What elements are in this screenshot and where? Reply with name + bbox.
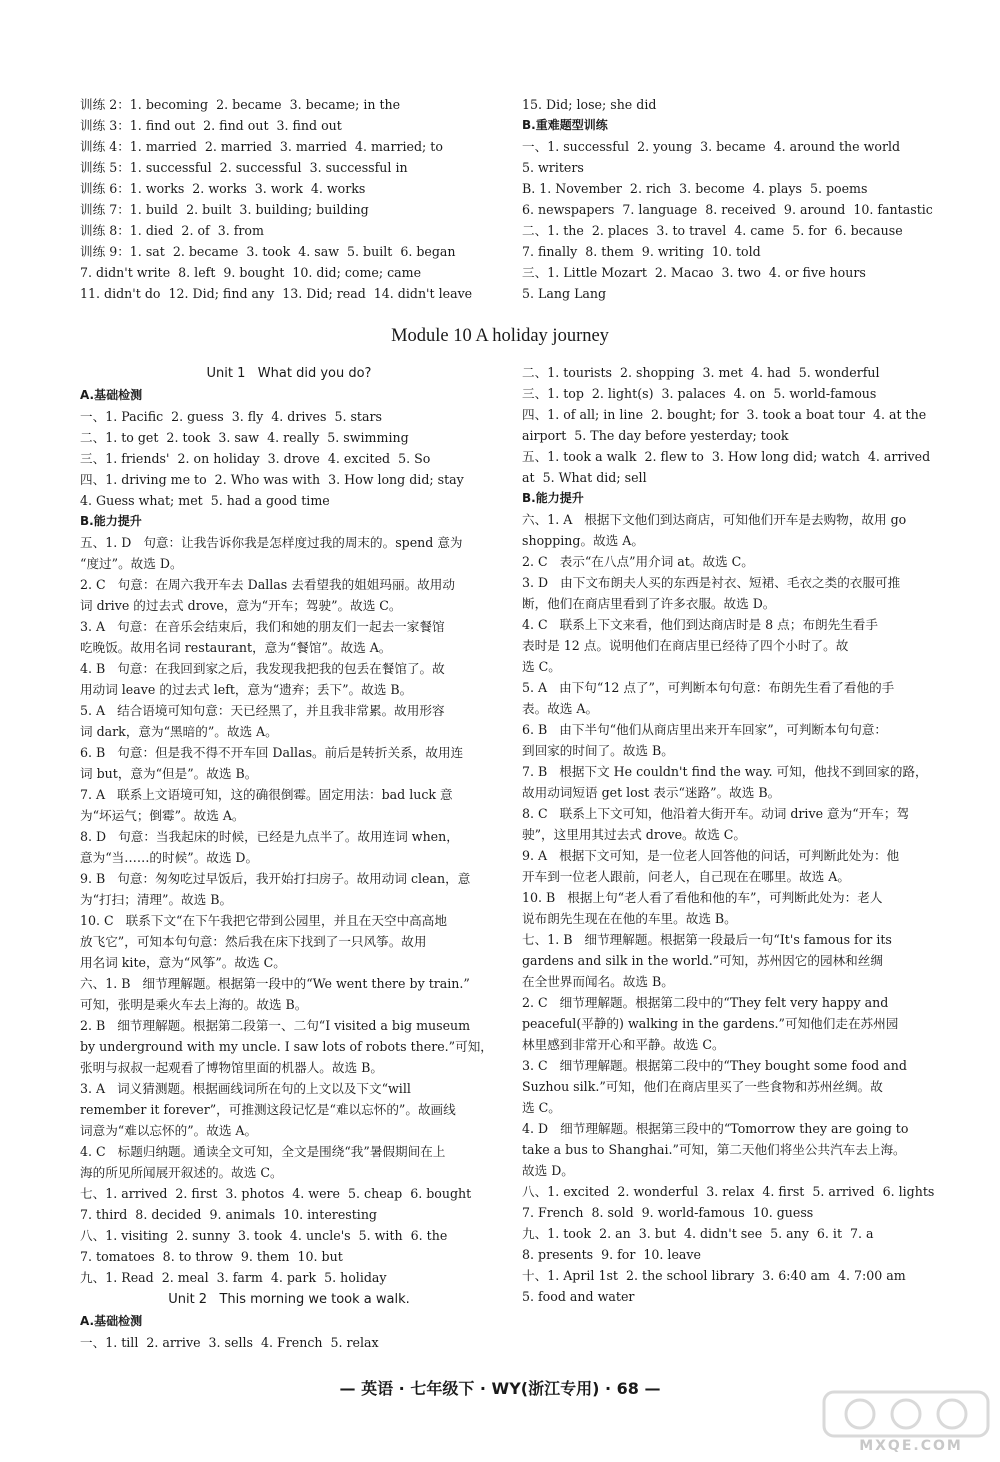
answer-line: take a bus to Shanghai.”可知，第二天他们将坐公共汽车去上海。 [522, 1142, 906, 1157]
answer-line: 3. C 细节理解题。根据第二段中的“They bought some food and [522, 1058, 907, 1073]
answer-line: 在全世界而闻名。故选 B。 [522, 974, 674, 989]
answer-line: 训练 8：1. died 2. of 3. from [80, 223, 264, 238]
answer-line: 词 dark，意为“黑暗的”。故选 A。 [80, 724, 278, 739]
answer-line: 三、1. top 2. light(s) 3. palaces 4. on 5. world-famous [522, 386, 877, 401]
page-footer: — 英语 · 七年级下 · WY(浙江专用) · 68 — [339, 1379, 661, 1398]
answer-line: 2. C 细节理解题。根据第二段中的“They felt very happy and [522, 995, 889, 1010]
answer-line: 3. A 词义猜测题。根据画线词所在句的上文以及下文“will [80, 1081, 411, 1096]
answer-line: 六、1. B 细节理解题。根据第一段中的“We went there by train.” [80, 976, 470, 991]
answer-line: 吃晚饭。故用名词 restaurant，意为“餐馆”。故选 A。 [80, 640, 392, 655]
answer-line: 九、1. Read 2. meal 3. farm 4. park 5. holiday [80, 1270, 387, 1285]
answer-line: 为“坏运气；倒霉”。故选 A。 [80, 808, 245, 823]
answer-line: 三、1. friends' 2. on holiday 3. drove 4. excited 5. So [80, 451, 431, 466]
answer-line: by underground with my uncle. I saw lots of robots there.”可知， [80, 1039, 493, 1054]
answer-line: 5. food and water [522, 1289, 635, 1304]
answer-line: 选 C。 [522, 659, 561, 674]
answer-line: 故用动词短语 get lost 表示“迷路”。故选 B。 [522, 785, 781, 800]
answer-line: 七、1. arrived 2. first 3. photos 4. were 5. cheap 6. bought [80, 1186, 472, 1201]
answer-line: 二、1. tourists 2. shopping 3. met 4. had 5. wonderful [522, 365, 880, 380]
answer-line: 林里感到非常开心和平静。故选 C。 [522, 1037, 725, 1052]
unit1-section-b [80, 532, 498, 1288]
answer-line: 二、1. to get 2. took 3. saw 4. really 5. swimming [80, 430, 409, 445]
answer-line: 五、1. D 句意：让我告诉你我是怎样度过我的周末的。spend 意为 [80, 535, 463, 550]
answer-line: peaceful(平静的) walking in the gardens.”可知他们走在苏州园 [522, 1016, 899, 1031]
answer-line: Suzhou silk.”可知，他们在商店里买了一些食物和苏州丝绸。故 [522, 1079, 883, 1094]
answer-line: 5. writers [522, 160, 584, 175]
answer-line: 训练 6：1. works 2. works 3. work 4. works [80, 181, 366, 196]
answer-line: 五、1. took a walk 2. flew to 3. How long did; watch 4. arrived [522, 449, 931, 464]
answer-line: 八、1. excited 2. wonderful 3. relax 4. first 5. arrived 6. lights [522, 1184, 935, 1199]
answer-line: 一、1. Pacific 2. guess 3. fly 4. drives 5. stars [80, 409, 382, 424]
answer-line: 一、1. successful 2. young 3. became 4. around the world [522, 139, 901, 154]
answer-line: 7. tomatoes 8. to throw 9. them 10. but [80, 1249, 343, 1264]
answer-line: 2. B 细节理解题。根据第二段第一、二句“I visited a big museum [80, 1018, 471, 1033]
answer-line: 3. A 句意：在音乐会结束后，我们和她的朋友们一起去一家餐馆 [80, 619, 445, 634]
answer-line: 表时是 12 点。说明他们在商店里已经待了四个小时了。故 [522, 638, 849, 653]
answer-line: 5. A 结合语境可知句意：天已经黑了，并且我非常累。故用形容 [80, 703, 445, 718]
answer-line: 九、1. took 2. an 3. but 4. didn't see 5. any 6. it 7. a [522, 1226, 874, 1241]
answer-line: 训练 7：1. build 2. built 3. building; building [80, 202, 369, 217]
answer-line: 海的所见所闻展开叙述的。故选 C。 [80, 1165, 283, 1180]
watermark-text: MXQE.COM [859, 1438, 963, 1454]
answer-line: 四、1. of all; in line 2. bought; for 3. took a boat tour 4. at the [522, 407, 927, 422]
answer-list [522, 136, 942, 304]
answer-line: 9. A 根据下文可知，是一位老人回答他的问话，可判断此处为：他 [522, 848, 900, 863]
answer-line: 8. D 句意：当我起床的时候，已经是九点半了。故用连词 when， [80, 829, 459, 844]
unit1-section-a [80, 406, 498, 511]
answer-line: 四、1. driving me to 2. Who was with 3. How long did; stay [80, 472, 464, 487]
answer-line: 8. presents 9. for 10. leave [522, 1247, 701, 1262]
answer-line: 4. B 句意：在我回到家之后，我发现我把我的包丢在餐馆了。故 [80, 661, 445, 676]
answer-line: 七、1. B 细节理解题。根据第一段最后一句“It's famous for its [522, 932, 892, 947]
answer-line: 到回家的时间了。故选 B。 [522, 743, 674, 758]
answer-line: 7. B 根据下文 He couldn't find the way. 可知，他找不到回家的路， [522, 764, 928, 779]
answer-line: 4. D 细节理解题。根据第三段中的“Tomorrow they are going to [522, 1121, 909, 1136]
answer-line: 驶”，这里用其过去式 drove。故选 C。 [522, 827, 747, 842]
section-heading: B.重难题型训练 [522, 118, 608, 132]
answer-line: 词意为“难以忘怀的”。故选 A。 [80, 1123, 258, 1138]
answer-line: 6. newspapers 7. language 8. received 9. around 10. fantastic [522, 202, 933, 217]
answer-line: 9. B 句意：匆匆吃过早饭后，我开始打扫房子。故用动词 clean，意 [80, 871, 471, 886]
answer-line: 故选 D。 [522, 1163, 574, 1178]
answer-line: 15. Did; lose; she did [522, 97, 657, 112]
top-right-answers [522, 94, 942, 304]
answer-line: 用动词 leave 的过去式 left，意为“遗弃；丢下”。故选 B。 [80, 682, 413, 697]
answer-line: 5. A 由下句“12 点了”，可判断本句句意：布朗先生看了看他的手 [522, 680, 895, 695]
answer-line: 4. Guess what; met 5. had a good time [80, 493, 330, 508]
answer-line: 张明与叔叔一起观看了博物馆里面的机器人。故选 B。 [80, 1060, 383, 1075]
answer-line: 4. C 标题归纳题。通读全文可知，全文是围绕“我”暑假期间在上 [80, 1144, 446, 1159]
answer-line: 11. didn't do 12. Did; find any 13. Did; read 14. didn't leave [80, 286, 473, 301]
section-b-heading: B.能力提升 [80, 514, 142, 528]
right-column [522, 362, 942, 1307]
unit2-section-a-cont [522, 362, 942, 488]
answer-line: 用名词 kite，意为“风筝”。故选 C。 [80, 955, 286, 970]
top-left-answers [80, 94, 490, 304]
module-title: Module 10 A holiday journey [391, 326, 609, 346]
answer-line: “度过”。故选 D。 [80, 556, 183, 571]
unit2-section-a-heading: A.基础检测 [80, 1314, 143, 1328]
answer-line: 2. C 句意：在周六我开车去 Dallas 去看望我的姐姐玛丽。故用动 [80, 577, 455, 592]
answer-line: B. 1. November 2. rich 3. become 4. plays 5. poems [522, 181, 868, 196]
answer-line: 选 C。 [522, 1100, 561, 1115]
answer-line: 二、1. the 2. places 3. to travel 4. came 5. for 6. because [522, 223, 903, 238]
answer-line: airport 5. The day before yesterday; took [522, 428, 789, 443]
answer-line: 10. C 联系下文“在下午我把它带到公园里，并且在天空中高高地 [80, 913, 447, 928]
answer-line: 7. finally 8. them 9. writing 10. told [522, 244, 761, 259]
answer-line: 开车到一位老人跟前，问老人，自己现在在哪里。故选 A。 [522, 869, 850, 884]
answer-line: 八、1. visiting 2. sunny 3. took 4. uncle's 5. with 6. the [80, 1228, 448, 1243]
answer-line: 表。故选 A。 [522, 701, 599, 716]
answer-line: 说布朗先生现在在他的车里。故选 B。 [522, 911, 737, 926]
answer-line: 可知，张明是乘火车去上海的。故选 B。 [80, 997, 308, 1012]
section-a-heading: A.基础检测 [80, 388, 143, 402]
answer-line: 7. third 8. decided 9. animals 10. interesting [80, 1207, 377, 1222]
answer-line: 一、1. till 2. arrive 3. sells 4. French 5. relax [80, 1335, 379, 1350]
unit1-title: Unit 1 What did you do? [206, 366, 372, 381]
answer-line: gardens and silk in the world.”可知，苏州因它的园林和丝绸 [522, 953, 883, 968]
unit2-section-b-heading: B.能力提升 [522, 491, 584, 505]
answer-line: 10. B 根据上句“老人看了看他和他的车”，可判断此处为：老人 [522, 890, 883, 905]
answer-line: 词 drive 的过去式 drove，意为“开车；驾驶”。故选 C。 [80, 598, 402, 613]
answer-line: 6. B 句意：但是我不得不开车回 Dallas。前后是转折关系，故用连 [80, 745, 464, 760]
answer-line: 训练 9：1. sat 2. became 3. took 4. saw 5. built 6. began [80, 244, 456, 259]
answer-line: 意为“当……的时候”。故选 D。 [80, 850, 259, 865]
answer-line: 8. C 联系上下文可知，他沿着大街开车。动词 drive 意为“开车；驾 [522, 806, 910, 821]
answer-line: shopping。故选 A。 [522, 533, 644, 548]
answer-line: 训练 2：1. becoming 2. became 3. became; in the [80, 97, 401, 112]
answer-line: 6. B 由下半句“他们从商店里出来开车回家”，可判断本句句意： [522, 722, 888, 737]
answer-line: at 5. What did; sell [522, 470, 647, 485]
answer-line: 7. A 联系上文语境可知，这的确很倒霉。固定用法：bad luck 意 [80, 787, 453, 802]
answer-line: 断，他们在商店里看到了许多衣服。故选 D。 [522, 596, 776, 611]
answer-line: 7. didn't write 8. left 9. bought 10. did; come; came [80, 265, 422, 280]
answer-line: 训练 4：1. married 2. married 3. married 4. married; to [80, 139, 443, 154]
answer-line: 为“打扫；清理”。故选 B。 [80, 892, 233, 907]
answer-line: 十、1. April 1st 2. the school library 3. 6:40 am 4. 7:00 am [522, 1268, 906, 1283]
unit2-section-b [522, 509, 942, 1307]
answer-line: 放飞它”，可知本句句意：然后我在床下找到了一只风筝。故用 [80, 934, 427, 949]
answer-line: 词 but，意为“但是”。故选 B。 [80, 766, 258, 781]
answer-line: 4. C 联系上下文来看，他们到达商店时是 8 点；布朗先生看手 [522, 617, 878, 632]
answer-line: 三、1. Little Mozart 2. Macao 3. two 4. or five hours [522, 265, 866, 280]
left-column [80, 362, 498, 1353]
answer-line: 六、1. A 根据下文他们到达商店，可知他们开车是去购物，故用 go [522, 512, 907, 527]
answer-line: 7. French 8. sold 9. world-famous 10. guess [522, 1205, 814, 1220]
answer-line: 训练 3：1. find out 2. find out 3. find out [80, 118, 342, 133]
answer-line: remember it forever”，可推测这段记忆是“难以忘怀的”。故画线 [80, 1102, 456, 1117]
answer-line: 2. C 表示“在八点”用介词 at。故选 C。 [522, 554, 754, 569]
unit2-section-a-start [80, 1332, 498, 1353]
answer-line: 训练 5：1. successful 2. successful 3. successful in [80, 160, 408, 175]
unit2-title: Unit 2 This morning we took a walk. [168, 1292, 410, 1307]
answer-line: 3. D 由下文布朗夫人买的东西是衬衣、短裙、毛衣之类的衣服可推 [522, 575, 901, 590]
answer-line: 5. Lang Lang [522, 286, 607, 301]
